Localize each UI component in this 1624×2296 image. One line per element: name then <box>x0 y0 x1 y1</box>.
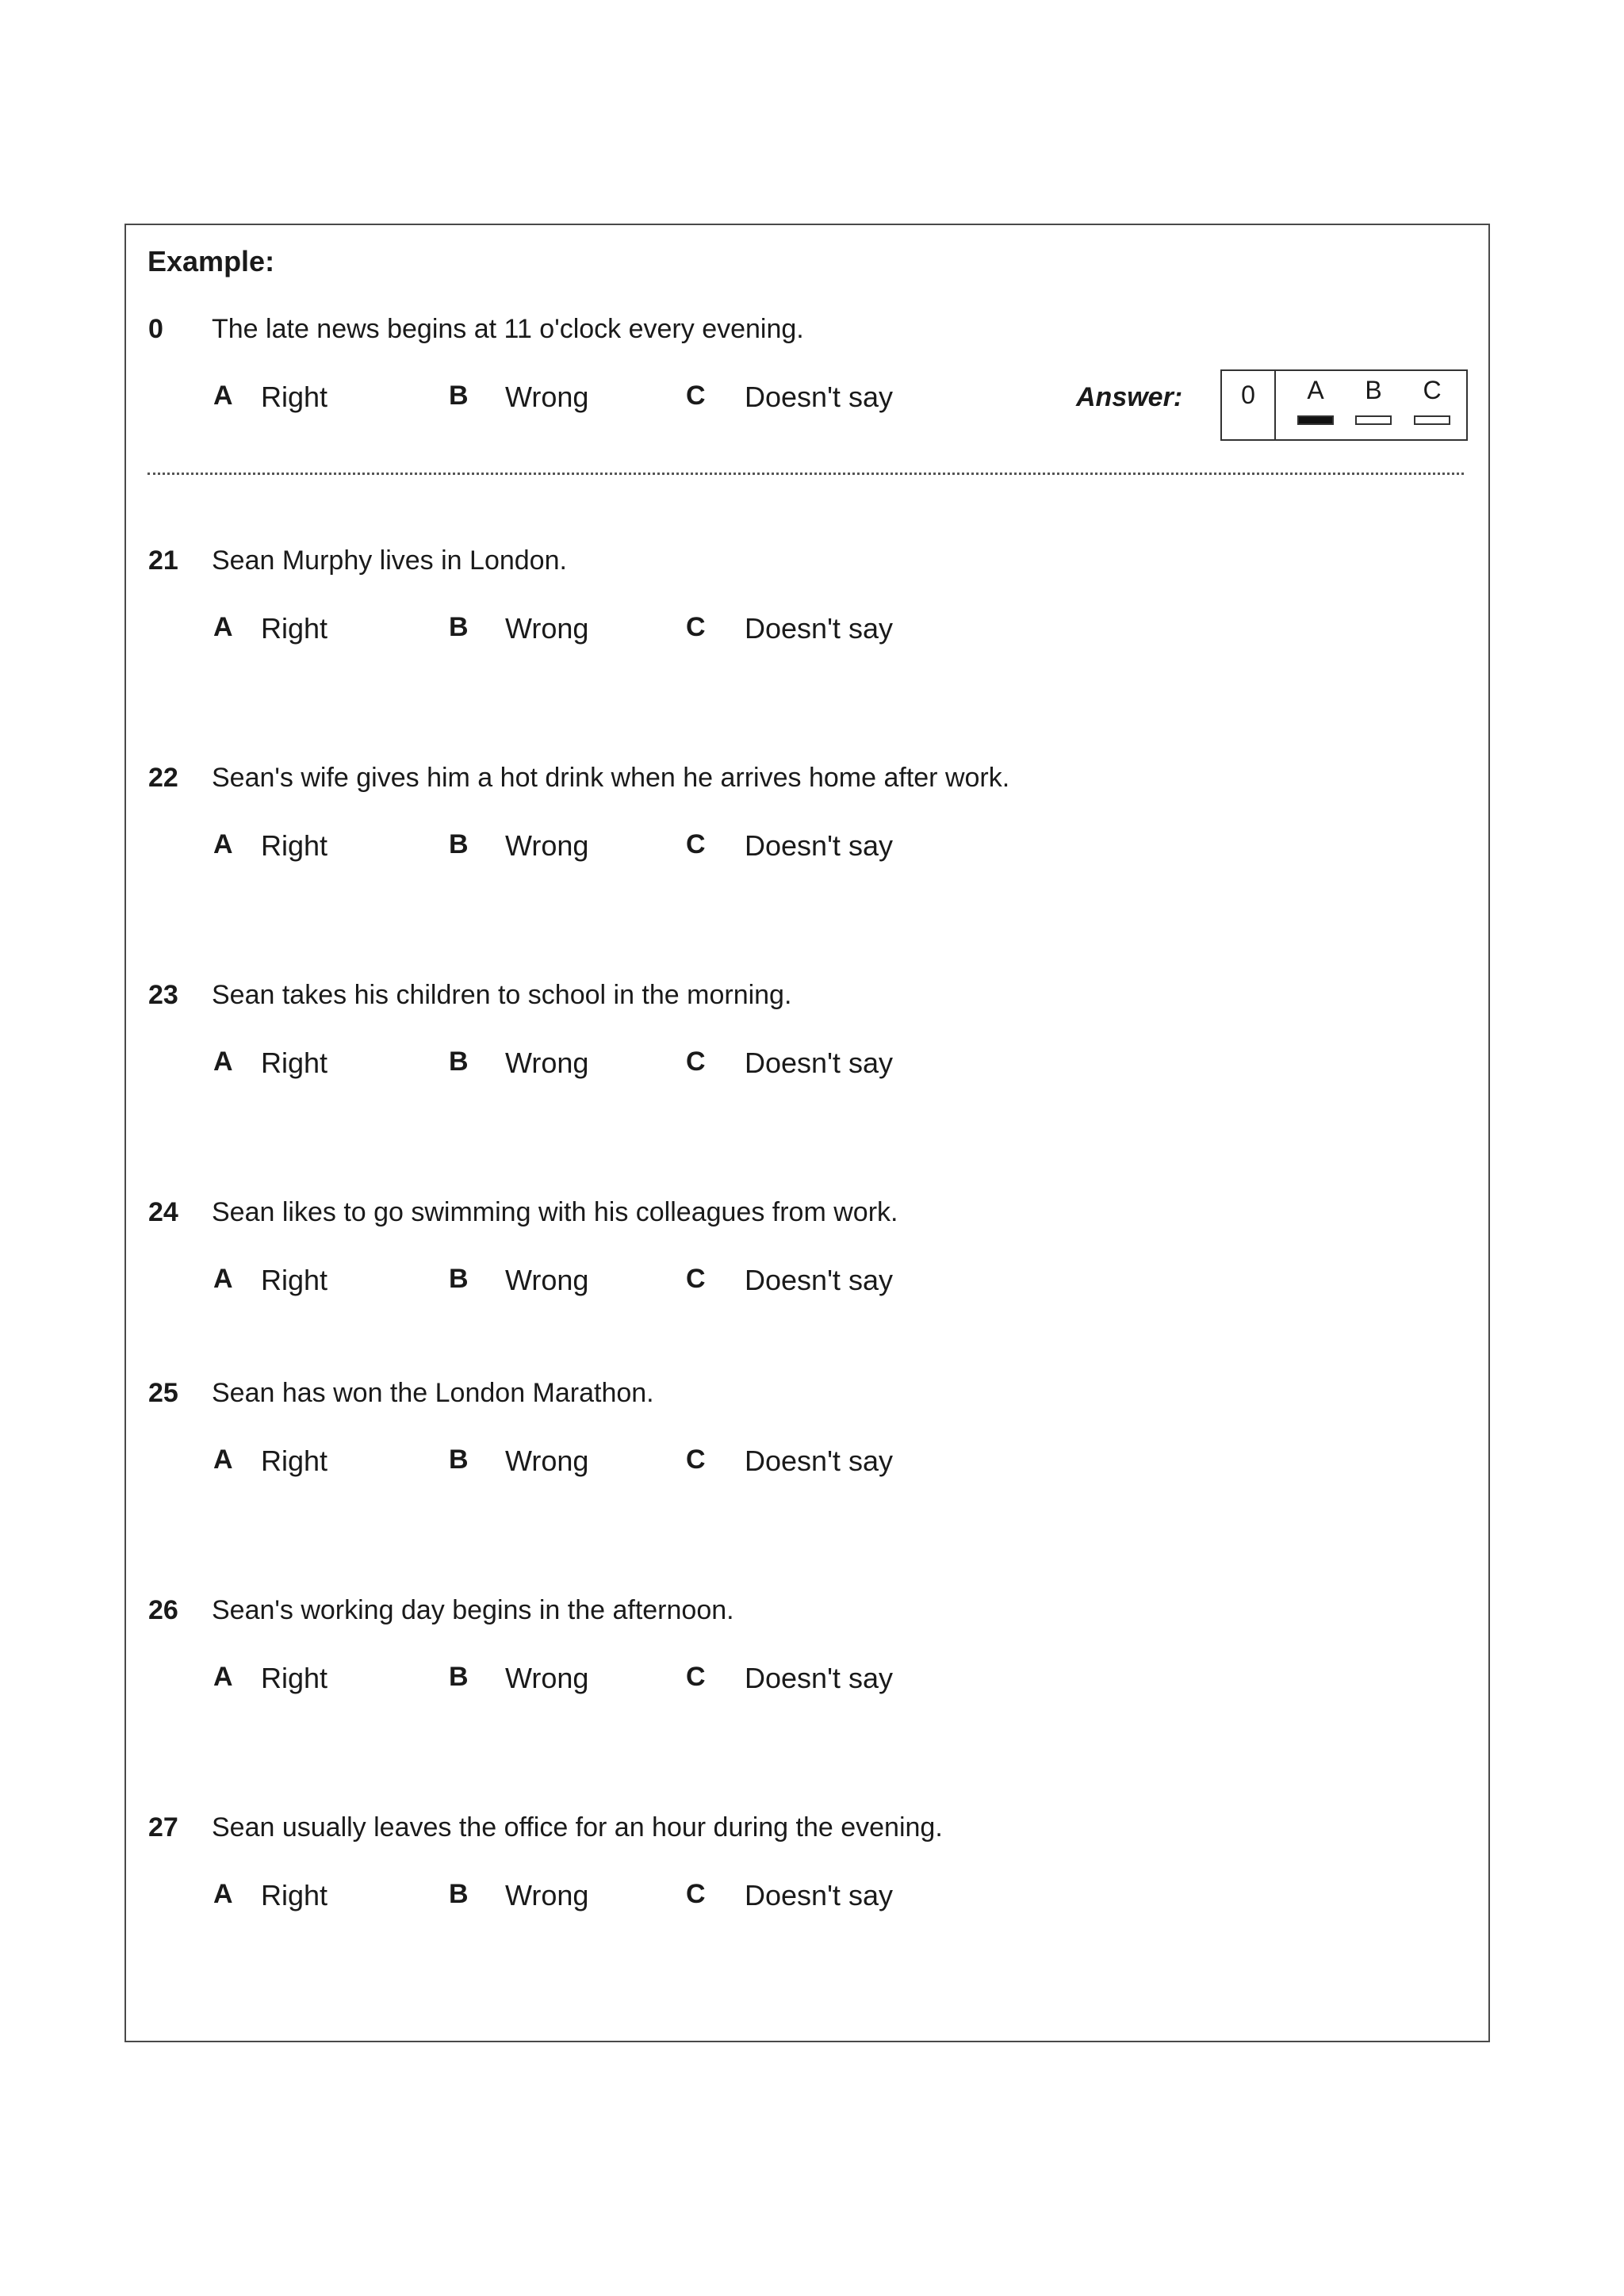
question-number: 27 <box>148 1812 178 1843</box>
option-a[interactable]: Right <box>261 612 328 645</box>
option-letter-c: C <box>686 381 706 411</box>
option-letter-a: A <box>213 829 233 859</box>
option-letter-c: C <box>686 1662 706 1692</box>
option-letter-b: B <box>449 1264 469 1294</box>
answer-grid <box>1220 369 1468 441</box>
option-b[interactable]: Wrong <box>505 1264 589 1296</box>
option-letter-a: A <box>213 1662 233 1692</box>
answer-grid-option-c: C <box>1423 376 1442 404</box>
option-letter-b: B <box>449 612 469 642</box>
question-text: Sean's wife gives him a hot drink when he arrives home after work. <box>212 763 1010 793</box>
option-letter-c: C <box>686 1445 706 1475</box>
option-letter-c: C <box>686 612 706 642</box>
option-a[interactable]: Right <box>261 1264 328 1296</box>
option-b[interactable]: Wrong <box>505 1662 589 1694</box>
answer-grid-option-a: A <box>1307 376 1324 404</box>
option-letter-a: A <box>213 1445 233 1475</box>
question-number: 23 <box>148 980 178 1010</box>
question-number: 25 <box>148 1378 178 1408</box>
option-letter-b: B <box>449 1445 469 1475</box>
option-c[interactable]: Doesn't say <box>745 1445 893 1477</box>
question-text: Sean's working day begins in the afternoon. <box>212 1595 734 1625</box>
option-b[interactable]: Wrong <box>505 381 589 413</box>
question-number: 0 <box>148 314 163 344</box>
option-letter-b: B <box>449 1879 469 1909</box>
option-b[interactable]: Wrong <box>505 1047 589 1079</box>
question-text: Sean likes to go swimming with his colleagues from work. <box>212 1197 898 1227</box>
option-letter-c: C <box>686 1264 706 1294</box>
option-c[interactable]: Doesn't say <box>745 1047 893 1079</box>
answer-label: Answer: <box>1076 382 1183 412</box>
option-c[interactable]: Doesn't say <box>745 1879 893 1911</box>
option-b[interactable]: Wrong <box>505 612 589 645</box>
question-number: 22 <box>148 763 178 793</box>
option-letter-a: A <box>213 1264 233 1294</box>
option-b[interactable]: Wrong <box>505 1445 589 1477</box>
option-c[interactable]: Doesn't say <box>745 1264 893 1296</box>
option-letter-b: B <box>449 1662 469 1692</box>
option-a[interactable]: Right <box>261 381 328 413</box>
option-b[interactable]: Wrong <box>505 829 589 862</box>
answer-grid-number: 0 <box>1222 371 1276 439</box>
option-letter-b: B <box>449 829 469 859</box>
option-letter-c: C <box>686 1047 706 1077</box>
option-letter-c: C <box>686 1879 706 1909</box>
option-letter-a: A <box>213 612 233 642</box>
dotted-divider <box>147 473 1464 475</box>
option-letter-a: A <box>213 1879 233 1909</box>
question-text: Sean Murphy lives in London. <box>212 545 567 576</box>
option-c[interactable]: Doesn't say <box>745 1662 893 1694</box>
option-a[interactable]: Right <box>261 1662 328 1694</box>
answer-mark-a[interactable] <box>1297 415 1334 425</box>
answer-mark-b[interactable] <box>1355 415 1392 425</box>
option-b[interactable]: Wrong <box>505 1879 589 1911</box>
question-number: 21 <box>148 545 178 576</box>
answer-grid-option-b: B <box>1365 376 1382 404</box>
option-a[interactable]: Right <box>261 829 328 862</box>
question-text: Sean has won the London Marathon. <box>212 1378 654 1408</box>
option-a[interactable]: Right <box>261 1445 328 1477</box>
question-text: Sean usually leaves the office for an hour during the evening. <box>212 1812 943 1843</box>
option-a[interactable]: Right <box>261 1047 328 1079</box>
option-c[interactable]: Doesn't say <box>745 829 893 862</box>
answer-mark-c[interactable] <box>1414 415 1450 425</box>
question-text: The late news begins at 11 o'clock every evening. <box>212 314 804 344</box>
option-letter-c: C <box>686 829 706 859</box>
option-letter-a: A <box>213 381 233 411</box>
option-c[interactable]: Doesn't say <box>745 381 893 413</box>
option-a[interactable]: Right <box>261 1879 328 1911</box>
option-letter-b: B <box>449 1047 469 1077</box>
option-letter-b: B <box>449 381 469 411</box>
example-heading: Example: <box>147 245 275 277</box>
question-number: 24 <box>148 1197 178 1227</box>
exam-frame <box>124 224 1490 2042</box>
question-number: 26 <box>148 1595 178 1625</box>
option-letter-a: A <box>213 1047 233 1077</box>
option-c[interactable]: Doesn't say <box>745 612 893 645</box>
question-text: Sean takes his children to school in the morning. <box>212 980 792 1010</box>
